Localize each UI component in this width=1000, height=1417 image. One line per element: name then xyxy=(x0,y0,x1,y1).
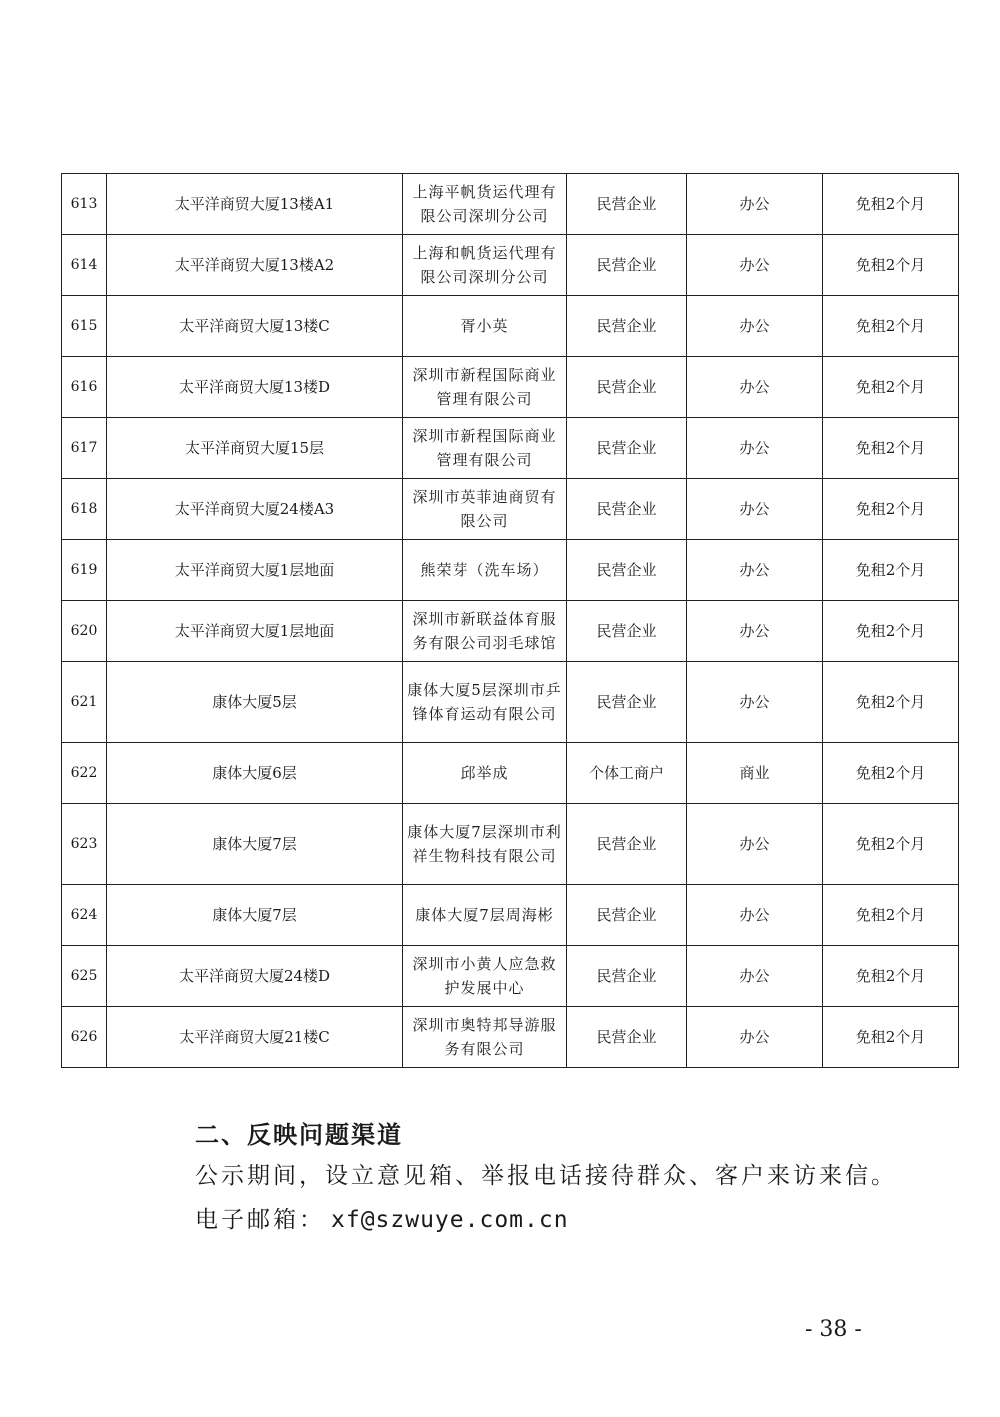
relief-term: 免租2个月 xyxy=(823,662,959,743)
table-row xyxy=(62,235,959,296)
tenant-name: 胥小英 xyxy=(403,296,567,357)
property-use: 办公 xyxy=(687,540,823,601)
property-location: 太平洋商贸大厦24楼A3 xyxy=(107,479,403,540)
tenant-name: 深圳市小黄人应急救护发展中心 xyxy=(403,946,567,1007)
relief-term: 免租2个月 xyxy=(823,235,959,296)
table-row xyxy=(62,296,959,357)
property-use: 办公 xyxy=(687,479,823,540)
row-number: 626 xyxy=(62,1007,107,1068)
tenant-name: 深圳市奥特邦导游服务有限公司 xyxy=(403,1007,567,1068)
row-number: 625 xyxy=(62,946,107,1007)
email-line xyxy=(195,1201,569,1234)
table-row xyxy=(62,743,959,804)
property-use: 办公 xyxy=(687,804,823,885)
table-row xyxy=(62,946,959,1007)
relief-term: 免租2个月 xyxy=(823,804,959,885)
row-number: 619 xyxy=(62,540,107,601)
relief-term: 免租2个月 xyxy=(823,946,959,1007)
property-location: 太平洋商贸大厦21楼C xyxy=(107,1007,403,1068)
row-number: 623 xyxy=(62,804,107,885)
row-number: 618 xyxy=(62,479,107,540)
row-number: 621 xyxy=(62,662,107,743)
property-use: 办公 xyxy=(687,1007,823,1068)
tenant-type: 民营企业 xyxy=(567,1007,687,1068)
property-location: 太平洋商贸大厦15层 xyxy=(107,418,403,479)
table-row xyxy=(62,601,959,662)
table-row xyxy=(62,357,959,418)
table-row xyxy=(62,174,959,235)
rent-relief-table xyxy=(61,173,959,1068)
tenant-name: 深圳市新程国际商业管理有限公司 xyxy=(403,357,567,418)
relief-term: 免租2个月 xyxy=(823,1007,959,1068)
relief-term: 免租2个月 xyxy=(823,540,959,601)
property-location: 康体大厦7层 xyxy=(107,885,403,946)
property-use: 商业 xyxy=(687,743,823,804)
tenant-type: 民营企业 xyxy=(567,174,687,235)
property-location: 太平洋商贸大厦13楼C xyxy=(107,296,403,357)
table-row xyxy=(62,418,959,479)
tenant-type: 民营企业 xyxy=(567,540,687,601)
tenant-type: 个体工商户 xyxy=(567,743,687,804)
relief-term: 免租2个月 xyxy=(823,296,959,357)
tenant-name: 邱举成 xyxy=(403,743,567,804)
property-location: 太平洋商贸大厦13楼D xyxy=(107,357,403,418)
tenant-type: 民营企业 xyxy=(567,885,687,946)
property-use: 办公 xyxy=(687,601,823,662)
property-location: 太平洋商贸大厦13楼A1 xyxy=(107,174,403,235)
relief-term: 免租2个月 xyxy=(823,601,959,662)
table-row xyxy=(62,540,959,601)
table-row xyxy=(62,662,959,743)
notice-text: 公示期间，设立意见箱、举报电话接待群众、客户来访来信。 xyxy=(195,1163,897,1189)
property-location: 太平洋商贸大厦24楼D xyxy=(107,946,403,1007)
page-number: - 38 - xyxy=(805,1317,862,1342)
table-row xyxy=(62,479,959,540)
row-number: 617 xyxy=(62,418,107,479)
row-number: 613 xyxy=(62,174,107,235)
tenant-name: 上海和帆货运代理有限公司深圳分公司 xyxy=(403,235,567,296)
tenant-type: 民营企业 xyxy=(567,418,687,479)
table-row xyxy=(62,1007,959,1068)
tenant-type: 民营企业 xyxy=(567,296,687,357)
relief-term: 免租2个月 xyxy=(823,479,959,540)
tenant-type: 民营企业 xyxy=(567,804,687,885)
property-use: 办公 xyxy=(687,357,823,418)
row-number: 614 xyxy=(62,235,107,296)
relief-term: 免租2个月 xyxy=(823,357,959,418)
email-label: 电子邮箱： xyxy=(195,1207,325,1233)
property-use: 办公 xyxy=(687,662,823,743)
email-address[interactable]: xf@szwuye.com.cn xyxy=(331,1207,569,1233)
relief-term: 免租2个月 xyxy=(823,885,959,946)
tenant-name: 康体大厦5层深圳市乒锋体育运动有限公司 xyxy=(403,662,567,743)
tenant-name: 深圳市新程国际商业管理有限公司 xyxy=(403,418,567,479)
tenant-type: 民营企业 xyxy=(567,946,687,1007)
relief-term: 免租2个月 xyxy=(823,418,959,479)
section-heading: 二、反映问题渠道 xyxy=(195,1120,403,1149)
property-location: 太平洋商贸大厦13楼A2 xyxy=(107,235,403,296)
tenant-type: 民营企业 xyxy=(567,662,687,743)
tenant-type: 民营企业 xyxy=(567,479,687,540)
tenant-name: 深圳市英菲迪商贸有限公司 xyxy=(403,479,567,540)
property-location: 康体大厦7层 xyxy=(107,804,403,885)
property-location: 康体大厦6层 xyxy=(107,743,403,804)
relief-term: 免租2个月 xyxy=(823,174,959,235)
table-row xyxy=(62,885,959,946)
property-use: 办公 xyxy=(687,174,823,235)
property-location: 康体大厦5层 xyxy=(107,662,403,743)
tenant-name: 康体大厦7层周海彬 xyxy=(403,885,567,946)
tenant-type: 民营企业 xyxy=(567,235,687,296)
tenant-name: 康体大厦7层深圳市利祥生物科技有限公司 xyxy=(403,804,567,885)
tenant-name: 上海平帆货运代理有限公司深圳分公司 xyxy=(403,174,567,235)
table-row xyxy=(62,804,959,885)
row-number: 620 xyxy=(62,601,107,662)
row-number: 615 xyxy=(62,296,107,357)
property-use: 办公 xyxy=(687,296,823,357)
property-location: 太平洋商贸大厦1层地面 xyxy=(107,601,403,662)
tenant-name: 熊荣芽（洗车场） xyxy=(403,540,567,601)
row-number: 622 xyxy=(62,743,107,804)
row-number: 624 xyxy=(62,885,107,946)
relief-term: 免租2个月 xyxy=(823,743,959,804)
row-number: 616 xyxy=(62,357,107,418)
property-use: 办公 xyxy=(687,235,823,296)
property-use: 办公 xyxy=(687,946,823,1007)
tenant-type: 民营企业 xyxy=(567,601,687,662)
property-use: 办公 xyxy=(687,885,823,946)
tenant-type: 民营企业 xyxy=(567,357,687,418)
property-location: 太平洋商贸大厦1层地面 xyxy=(107,540,403,601)
property-use: 办公 xyxy=(687,418,823,479)
tenant-name: 深圳市新联益体育服务有限公司羽毛球馆 xyxy=(403,601,567,662)
